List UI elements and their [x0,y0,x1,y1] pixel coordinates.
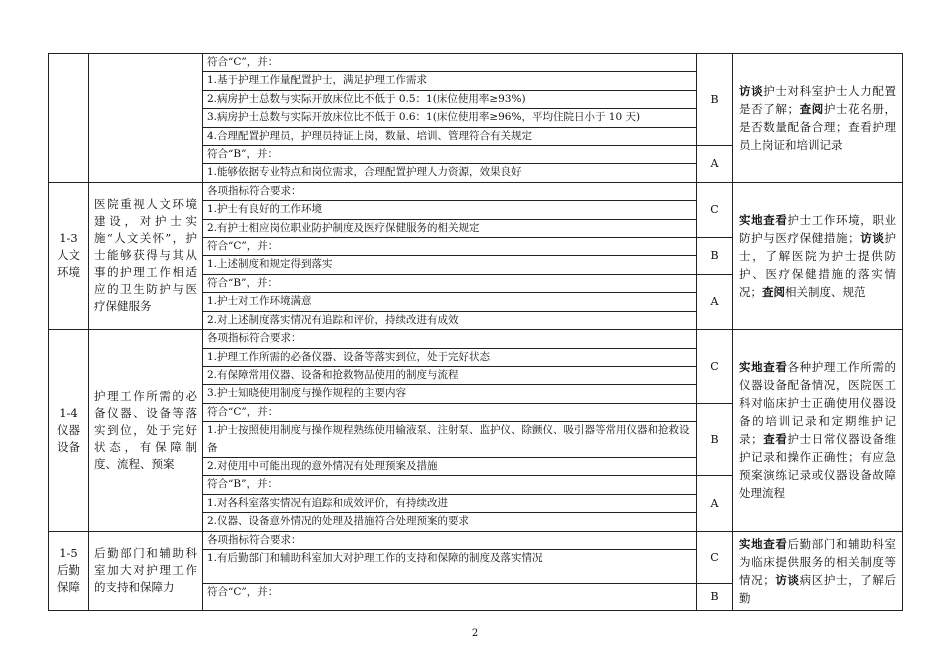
section-cell [49,54,89,183]
method-text: 病区护士，了解后勤 [739,572,896,605]
description-cell: 后勤部门和辅助科室加大对护理工作的支持和保障力 [89,531,203,610]
standard-line: 符合“C”，并： [207,586,279,599]
method-text: 护士对科室护士人力配置是否了解； [739,83,896,116]
standard-line: 各项指标符合要求： [203,532,696,550]
standard-cell [203,403,697,476]
standard-line: 1.能够依据专业特点和岗位需求，合理配置护理人力资源，效果良好 [207,166,522,179]
standard-line: 符合“B”，并： [203,476,696,494]
standard-line: 1.护理工作所需的必备仪器、设备等落实到位，处于完好状态 [203,349,696,367]
grade-cell: C [697,531,733,584]
standard-line: 3.护士知晓使用制度与操作规程的主要内容 [207,387,407,400]
section-cell: 1-5 后勤 保障 [49,531,89,610]
method-text: 后勤部门和辅助科室为临床提供服务的相关制度等情况； [739,536,896,587]
standard-line: 1.上述制度和规定得到落实 [207,258,333,271]
standard-line: 2.有护士相应岗位职业防护制度及医疗保健服务的相关规定 [207,221,480,234]
standards-table-body [49,54,903,611]
standard-cell [203,531,697,584]
table-row [49,54,903,146]
grade-cell: B [697,238,733,275]
standard-line: 符合“B”，并： [203,146,696,164]
method-text: 各种护理工作所需的仪器设备配备情况，医院医工科对临床护士正确使用仪器设备的培训记录和定期维护记录； [739,360,896,447]
table-row [49,182,903,237]
grade-cell: B [697,403,733,476]
grade-cell: B [697,584,733,610]
standards-table [48,53,903,611]
grade-cell: B [697,54,733,146]
standard-line: 2.对使用中可能出现的意外情况有处理预案及措施 [207,459,438,472]
standard-line: 符合“C”，并： [203,54,696,72]
standard-line: 2.仪器、设备意外情况的处理及措施符合处理预案的要求 [207,515,470,528]
standard-line: 3.病房护士总数与实际开放床位比不低于 0.6：1(床位使用率≥96%，平均住院日小于 10 天) [203,109,696,127]
page-number: 2 [471,628,479,639]
method-keyword: 实地查看 [739,536,788,551]
method-keyword: 访谈 [739,83,764,98]
standard-cell [203,238,697,275]
standard-line: 1.护士按照使用制度与操作规程熟练使用输液泵、注射泵、监护仪、除颤仪、吸引器等常用仪器和抢救设备 [203,422,696,458]
standard-line: 1.有后勤部门和辅助科室加大对护理工作的支持和保障的制度及落实情况 [207,551,543,564]
method-cell [733,54,903,183]
grade-cell: A [697,146,733,183]
method-text: 护士工作环境，职业防护与医疗保健措施； [739,212,896,245]
method-cell [733,330,903,531]
standard-cell [203,584,697,610]
grade-cell: C [697,182,733,237]
section-cell: 1-3 人文 环境 [49,182,89,329]
standard-cell [203,146,697,183]
standard-line: 1.护士有良好的工作环境 [203,201,696,219]
standard-cell [203,476,697,531]
method-text: 护士日常仪器设备维护记录和操作正确性；有应急预案演练记录或仪器设备故障处理流程 [739,432,896,501]
standard-line: 各项指标符合要求： [203,183,696,201]
standard-line: 符合“C”，并： [203,404,696,422]
standard-line: 1.护士对工作环境满意 [203,293,696,311]
method-keyword: 查看 [762,432,788,447]
standard-cell [203,274,697,329]
description-cell: 护理工作所需的必备仪器、设备等落实到位，处于完好状态，有保障制度、流程、预案 [89,330,203,531]
standard-line: 2.病房护士总数与实际开放床位比不低于 0.5：1(床位使用率≥93%) [203,91,696,109]
method-cell [733,182,903,329]
method-keyword: 查阅 [799,101,824,116]
standard-line: 1.对各科室落实情况有追踪和成效评价，有持续改进 [203,495,696,513]
method-cell [733,531,903,610]
method-keyword: 访谈 [774,572,800,587]
grade-cell: A [697,274,733,329]
section-cell: 1-4 仪器 设备 [49,330,89,531]
standard-line: 各项指标符合要求： [203,330,696,348]
method-keyword: 实地查看 [739,360,788,375]
grade-cell: C [697,330,733,404]
standards-table-container [48,53,902,611]
method-text: 护士，了解医院为护士提供防护、医疗保健措施的落实情况； [739,230,896,299]
method-keyword: 访谈 [859,230,885,245]
description-cell: 医院重视人文环境建设，对护士实施“人文关怀”，护士能够获得与其从事的护理工作相适应的卫生防护与医疗保健服务 [89,182,203,329]
standard-line: 2.对上述制度落实情况有追踪和评价，持续改进有成效 [207,313,459,326]
method-keyword: 查阅 [762,284,785,299]
standard-cell [203,54,697,146]
grade-cell: A [697,476,733,531]
description-cell [89,54,203,183]
standard-line: 符合“C”，并： [203,238,696,256]
standard-cell [203,330,697,404]
standard-cell [203,182,697,237]
standard-line: 1.基于护理工作量配置护士，满足护理工作需求 [203,72,696,90]
table-row [49,531,903,584]
standard-line: 4.合理配置护理员，护理员持证上岗，数量、培训、管理符合有关规定 [207,129,533,142]
method-keyword: 实地查看 [739,212,788,227]
table-row [49,330,903,404]
method-text: 护士花名册，是否数量配备合理；查看护理员上岗证和培训记录 [739,101,896,152]
method-text: 相关制度、规范 [785,284,866,299]
standard-line: 符合“B”，并： [203,275,696,293]
standard-line: 2.有保障常用仪器、设备和抢救物品使用的制度与流程 [203,367,696,385]
